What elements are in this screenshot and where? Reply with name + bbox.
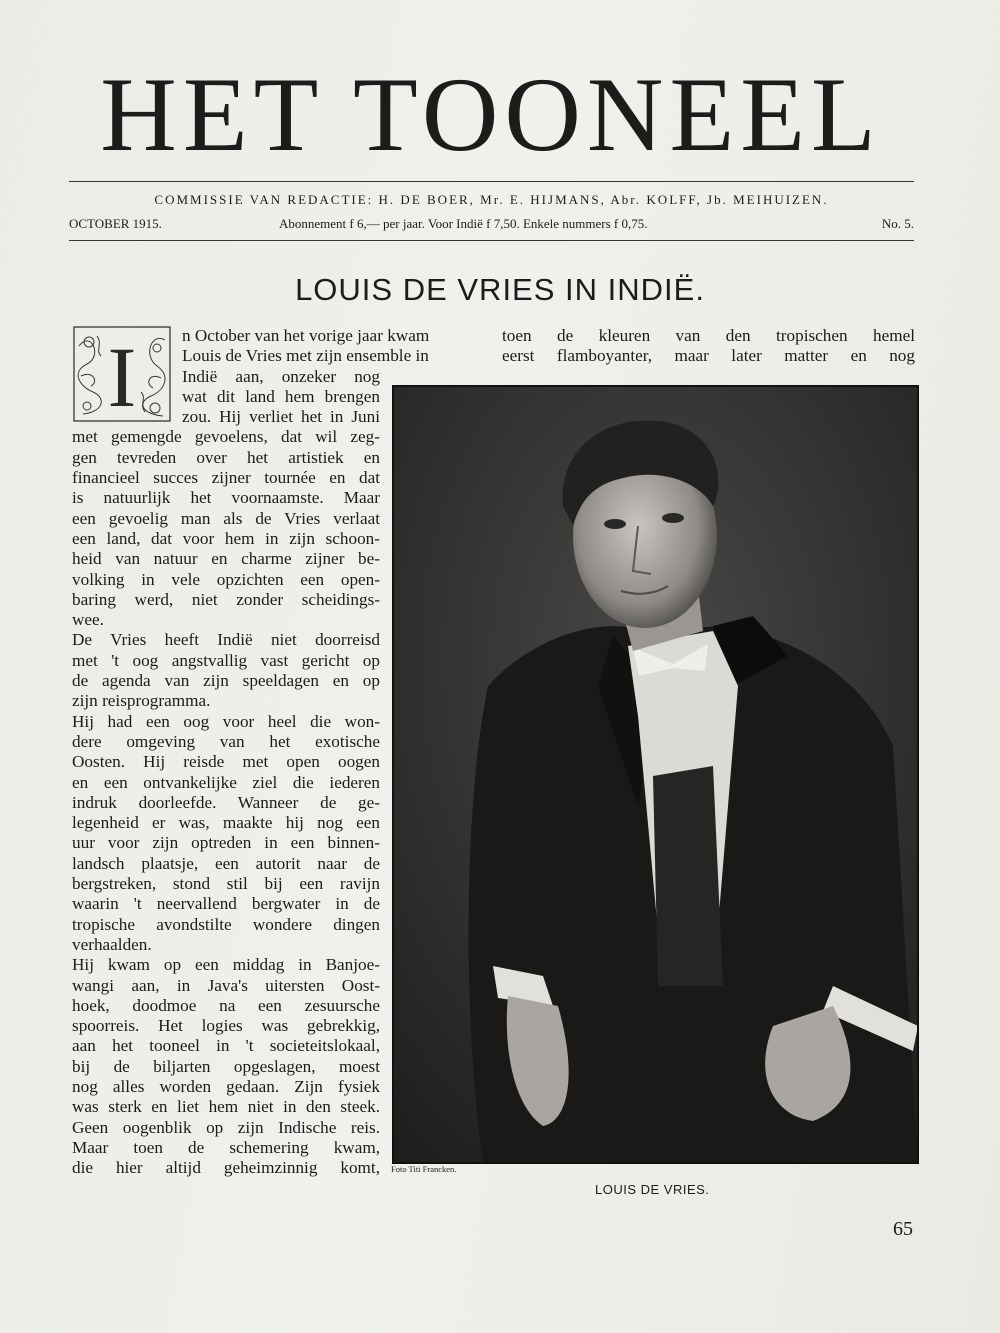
- masthead-title: HET TOONEEL: [100, 56, 882, 173]
- article-line: die hier altijd geheimzinnig komt,: [72, 1158, 380, 1178]
- article-line: met 't oog angstvallig vast gericht op: [72, 650, 380, 670]
- article-line: was sterk en liet hem niet in den steek.: [72, 1097, 380, 1117]
- article-line: wee.: [72, 610, 104, 630]
- article-line: wangi aan, in Java's uitersten Oost-: [72, 975, 380, 995]
- article-line: toen de kleuren van den tropischen hemel: [502, 326, 915, 345]
- article-line: Oosten. Hij reisde met open oogen: [72, 752, 380, 772]
- article-line: Hij had een oog voor heel die won-: [72, 711, 380, 731]
- article-line: dere omgeving van het exotische: [72, 731, 380, 751]
- article-line: financieel succes zijner tournée en dat: [72, 468, 380, 488]
- article-line: bij de biljarten opgeslagen, moest: [72, 1056, 380, 1076]
- article-line: bergstreken, stond stil bij een ravijn: [72, 874, 380, 894]
- portrait-photo: [393, 386, 918, 1163]
- issue-date: OCTOBER 1915.: [69, 216, 162, 231]
- issue-number: No. 5.: [881, 216, 914, 231]
- article-line: landsch plaatsje, een autorit naar de: [72, 853, 380, 873]
- article-line: heid van natuur en charme zijner be-: [72, 549, 380, 569]
- article-line: Indië aan, onzeker nog: [182, 366, 380, 386]
- article-line: een land, dat voor hem in zijn schoon-: [72, 528, 380, 548]
- article-line: een gevoelig man als de Vries verlaat: [72, 508, 380, 528]
- editorial-board: COMMISSIE VAN REDACTIE: H. DE BOER, Mr. E. HIJMANS, Abr. KOLFF, Jb. MEIHUIZEN.: [154, 192, 829, 207]
- drop-cap-letter: I: [107, 329, 137, 425]
- page-number: 65: [893, 1218, 913, 1240]
- article-line: Geen oogenblik op zijn Indische reis.: [72, 1117, 380, 1137]
- article-line: legenheid er was, maakte hij nog een: [72, 813, 380, 833]
- article-line: en een ontvankelijke ziel die iederen: [72, 772, 380, 792]
- article-line: Hij kwam op een middag in Banjoe-: [72, 955, 380, 975]
- photo-caption: LOUIS DE VRIES.: [595, 1182, 710, 1197]
- article-line: nog alles worden gedaan. Zijn fysiek: [72, 1076, 380, 1096]
- article-line: Louis de Vries met zijn ensemble in: [182, 346, 429, 366]
- article-line: wat dit land hem brengen: [182, 386, 380, 406]
- article-line: De Vries heeft Indië niet doorreisd: [72, 630, 380, 650]
- article-line: volking in vele opzichten een open-: [72, 569, 380, 589]
- article-line: gen tevreden over het artistiek en: [72, 447, 380, 467]
- article-line: baring werd, niet zonder scheidings-: [72, 589, 380, 609]
- header-rule: [69, 240, 914, 241]
- article-line: uur voor zijn optreden in een binnen-: [72, 833, 380, 853]
- article-line: spoorreis. Het logies was gebrekkig,: [72, 1016, 380, 1036]
- article-line: de agenda van zijn speeldagen en op: [72, 671, 380, 691]
- article-line: met gemengde gevoelens, dat wil zeg-: [72, 427, 380, 447]
- article-line: waarin 't neervallend bergwater in de: [72, 894, 380, 914]
- article-line: aan het tooneel in 't societeitslokaal,: [72, 1036, 380, 1056]
- article-line: indruk doorleefde. Wanneer de ge-: [72, 792, 380, 812]
- article-line: verhaalden.: [72, 934, 152, 954]
- article-line: Maar toen de schemering kwam,: [72, 1137, 380, 1157]
- masthead-rule: [69, 181, 914, 182]
- article-title: LOUIS DE VRIES IN INDIË.: [295, 272, 705, 307]
- article-line: eerst flamboyanter, maar later matter en nog: [502, 346, 915, 366]
- article-line: n October van het vorige jaar kwam: [182, 326, 430, 345]
- article-line: hoek, doodmoe na een zesuursche: [72, 995, 380, 1015]
- article-line: zijn reisprogramma.: [72, 691, 211, 711]
- article-line: tropische avondstilte wondere dingen: [72, 914, 380, 934]
- article-line: zou. Hij verliet het in Juni: [182, 407, 380, 427]
- article-line: is natuurlijk het voornaamste. Maar: [72, 488, 380, 508]
- photo-credit: Foto Titi Francken.: [391, 1164, 457, 1174]
- subscription-info: Abonnement f 6,— per jaar. Voor Indië f 7,50. Enkele nummers f 0,75.: [279, 216, 648, 231]
- article-right-column: [502, 326, 915, 367]
